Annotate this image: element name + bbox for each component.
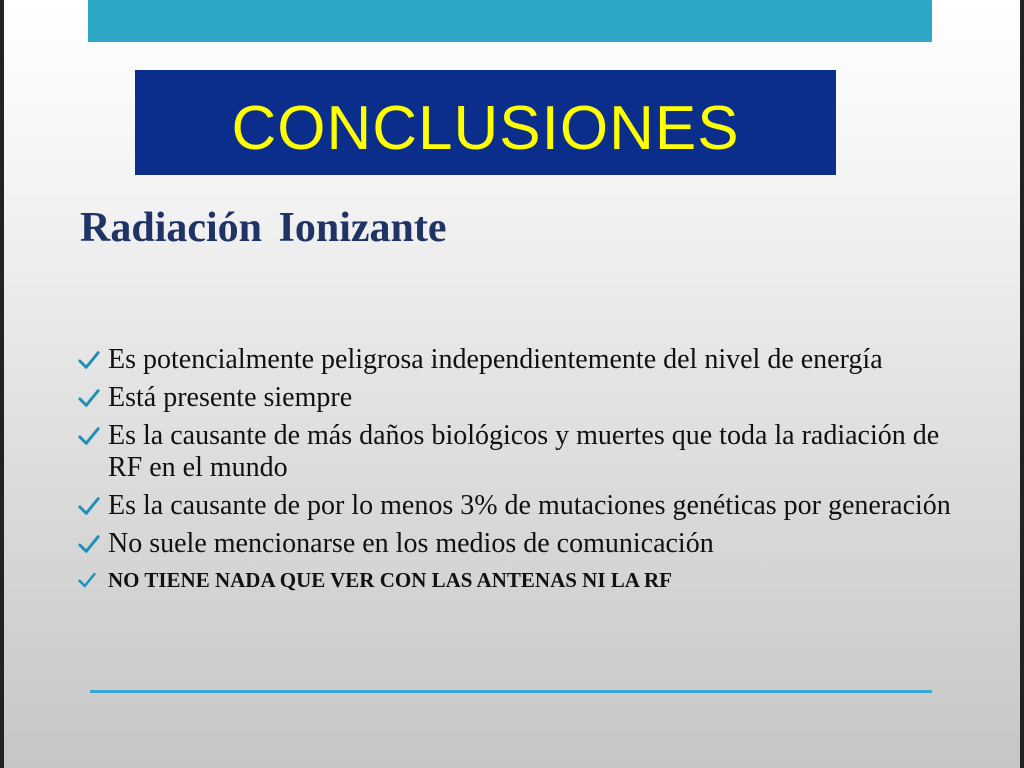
check-icon bbox=[78, 382, 108, 414]
check-icon bbox=[78, 566, 108, 594]
bullet-text: NO TIENE NADA QUE VER CON LAS ANTENAS NI LA RF bbox=[108, 568, 673, 592]
bullet-item bbox=[78, 490, 958, 522]
bullet-list bbox=[78, 344, 958, 600]
check-icon bbox=[78, 528, 108, 560]
slide-title: CONCLUSIONES bbox=[231, 94, 740, 163]
top-accent-bar bbox=[88, 0, 932, 42]
bullet-text: Es la causante de más daños biológicos y muertes que toda la radiación de RF en el mundo bbox=[108, 420, 940, 483]
bullet-item-emphasis bbox=[78, 566, 958, 594]
slide-subtitle: Radiación Ionizante bbox=[80, 205, 447, 251]
check-icon bbox=[78, 344, 108, 376]
bullet-item bbox=[78, 344, 958, 376]
check-icon bbox=[78, 490, 108, 522]
bottom-divider-line bbox=[90, 690, 932, 693]
left-frame-edge bbox=[0, 0, 4, 768]
bullet-item bbox=[78, 420, 958, 484]
bullet-item bbox=[78, 528, 958, 560]
right-frame-edge bbox=[1020, 0, 1024, 768]
bullet-text: Está presente siempre bbox=[108, 382, 353, 413]
check-icon bbox=[78, 420, 108, 452]
bullet-text: No suele mencionarse en los medios de comunicación bbox=[108, 528, 714, 559]
bullet-text: Es la causante de por lo menos 3% de mutaciones genéticas por generación bbox=[108, 490, 951, 521]
bullet-item bbox=[78, 382, 958, 414]
title-banner bbox=[135, 70, 836, 175]
bullet-text: Es potencialmente peligrosa independientemente del nivel de energía bbox=[108, 344, 883, 375]
